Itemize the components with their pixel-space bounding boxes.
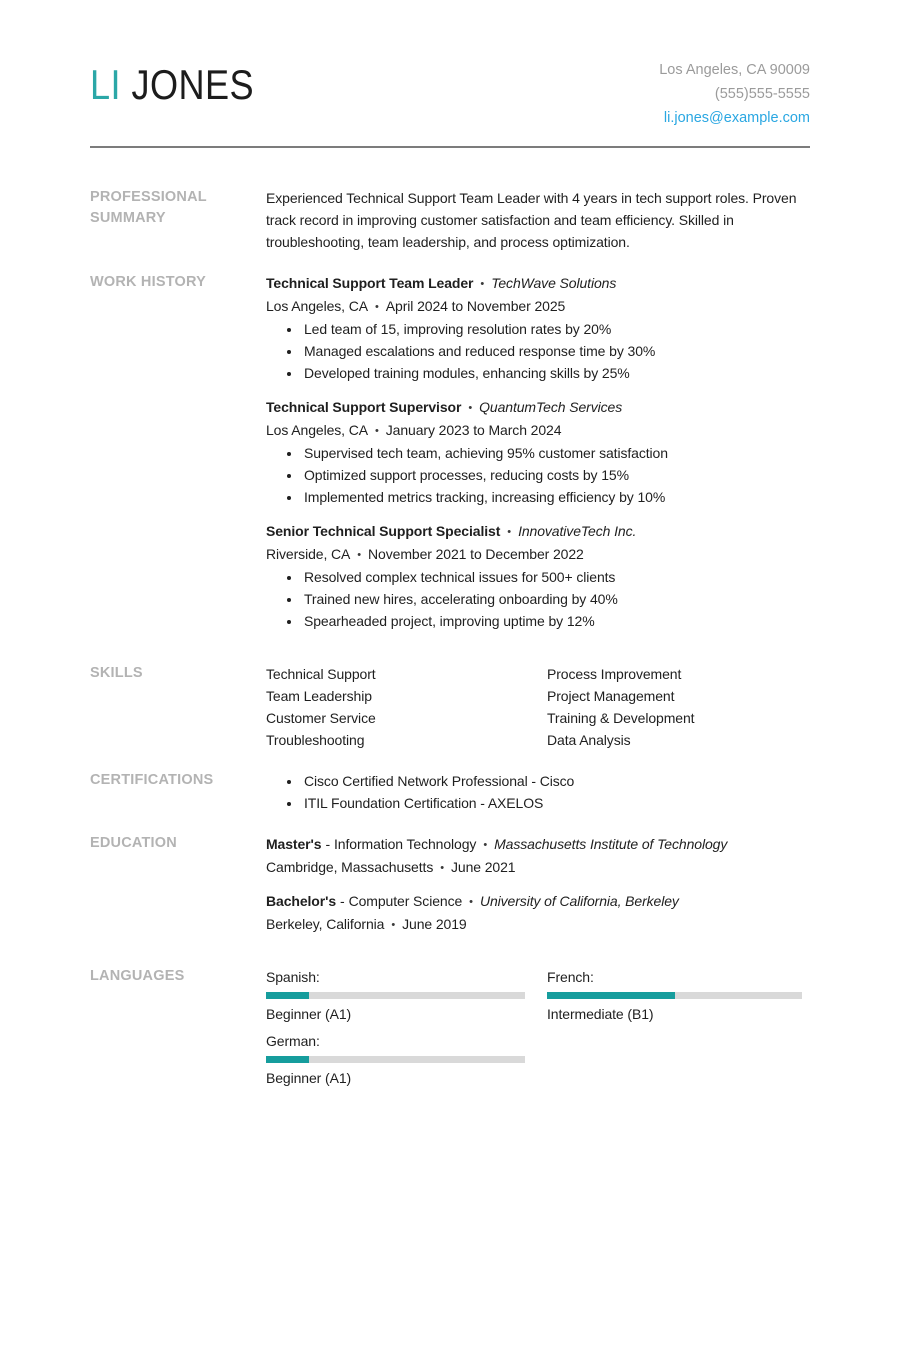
contact-location: Los Angeles, CA 90009 (659, 62, 810, 78)
education-date: June 2019 (402, 916, 467, 932)
dot-separator: • (468, 402, 473, 414)
language-level: Intermediate (B1) (547, 1006, 654, 1022)
section-certifications (90, 770, 810, 814)
language-progress-fill (547, 992, 675, 999)
languages-label: LANGUAGES (90, 968, 185, 984)
skill-item: Troubleshooting (266, 732, 365, 748)
bullet-item: • Managed escalations and reduced response time by 30% (302, 340, 810, 362)
job-dates: November 2021 to December 2022 (368, 546, 584, 562)
language-progress-bar (266, 1056, 525, 1063)
bullet-item: • Supervised tech team, achieving 95% customer satisfaction (302, 442, 810, 464)
dot-separator: • (507, 526, 512, 538)
job-meta (266, 295, 810, 318)
school-name: Massachusetts Institute of Technology (494, 836, 728, 852)
bullet-item: • Optimized support processes, reducing costs by 15% (302, 464, 810, 486)
contact-email-link[interactable]: li.jones@example.com (663, 110, 810, 126)
job-location: Los Angeles, CA (266, 422, 369, 438)
education-heading (266, 833, 810, 856)
field-of-study: Information Technology (334, 836, 477, 852)
skill-item: Technical Support (266, 666, 376, 682)
language-progress-fill (266, 1056, 309, 1063)
dash-separator: - (325, 836, 331, 852)
dot-separator: • (375, 425, 379, 437)
skill-item: Team Leadership (266, 688, 372, 704)
language-name: French: (547, 969, 594, 985)
job-meta (266, 419, 810, 442)
job-bullets (266, 318, 810, 384)
field-of-study: Computer Science (348, 893, 463, 909)
skill-item: Training & Development (547, 710, 695, 726)
education-meta (266, 856, 810, 879)
job-entry (266, 272, 810, 384)
language-item (266, 1030, 525, 1089)
language-level: Beginner (A1) (266, 1006, 352, 1022)
bullet-item: • Spearheaded project, improving uptime by 12% (302, 610, 810, 632)
section-work-history (90, 272, 810, 644)
certification-item: • ITIL Foundation Certification - AXELOS (302, 792, 810, 814)
dash-separator: - (340, 893, 345, 909)
header (90, 58, 810, 130)
job-location: Los Angeles, CA (266, 298, 369, 314)
bullet-item: • Resolved complex technical issues for 500+ clients (302, 566, 810, 588)
education-label: EDUCATION (90, 835, 177, 851)
section-skills (90, 663, 810, 751)
degree: Bachelor's (266, 893, 337, 909)
dot-separator: • (440, 862, 444, 874)
company-name: QuantumTech Services (479, 399, 623, 415)
languages-grid (266, 966, 810, 1094)
page-title (90, 62, 254, 108)
section-languages (90, 966, 810, 1094)
bullet-item: • Implemented metrics tracking, increasing efficiency by 10% (302, 486, 810, 508)
company-name: TechWave Solutions (491, 275, 617, 291)
education-location: Berkeley, California (266, 916, 385, 932)
job-title: Technical Support Team Leader (266, 275, 474, 291)
header-divider (90, 146, 810, 148)
work-history-label: WORK HISTORY (90, 274, 206, 290)
school-name: University of California, Berkeley (479, 893, 679, 909)
certification-item: • Cisco Certified Network Professional - Cisco (302, 770, 810, 792)
language-name: Spanish: (266, 969, 320, 985)
job-heading (266, 272, 810, 295)
contact-phone: (555)555-5555 (714, 86, 810, 102)
language-progress-bar (547, 992, 802, 999)
contact-block (659, 58, 810, 130)
skill-item: Data Analysis (547, 732, 631, 748)
education-entry (266, 833, 810, 879)
dot-separator: • (357, 549, 362, 561)
job-entry (266, 396, 810, 508)
job-heading (266, 520, 810, 543)
job-entry (266, 520, 810, 632)
first-name: LI (90, 61, 121, 108)
dot-separator: • (375, 301, 379, 313)
job-meta (266, 543, 810, 566)
bullet-item: • Trained new hires, accelerating onboarding by 40% (302, 588, 810, 610)
certifications-label: CERTIFICATIONS (90, 772, 214, 788)
language-item (266, 966, 525, 1025)
summary-label: PROFESSIONAL SUMMARY (90, 189, 207, 226)
education-location: Cambridge, Massachusetts (266, 859, 434, 875)
dot-separator: • (483, 839, 488, 851)
section-professional-summary (90, 187, 810, 253)
education-entry (266, 890, 810, 936)
education-meta (266, 913, 810, 936)
job-bullets (266, 442, 810, 508)
job-title: Technical Support Supervisor (266, 399, 462, 415)
job-bullets (266, 566, 810, 632)
education-heading (266, 890, 810, 913)
job-dates: April 2024 to November 2025 (385, 298, 566, 314)
skills-label: SKILLS (90, 665, 143, 681)
job-location: Riverside, CA (266, 546, 351, 562)
section-education (90, 833, 810, 947)
skill-item: Customer Service (266, 710, 376, 726)
language-level: Beginner (A1) (266, 1070, 352, 1086)
skill-item: Project Management (547, 688, 675, 704)
job-dates: January 2023 to March 2024 (385, 422, 562, 438)
skills-column-2 (547, 663, 810, 751)
dot-separator: • (391, 919, 396, 931)
degree: Master's (266, 836, 322, 852)
bullet-item: • Developed training modules, enhancing skills by 25% (302, 362, 810, 384)
last-name: JONES (131, 61, 255, 108)
bullet-item: • Led team of 15, improving resolution rates by 20% (302, 318, 810, 340)
company-name: InnovativeTech Inc. (518, 523, 637, 539)
language-name: German: (266, 1033, 320, 1049)
resume-body (90, 187, 810, 1094)
job-title: Senior Technical Support Specialist (266, 523, 501, 539)
certifications-list (266, 770, 810, 814)
skills-grid (266, 663, 810, 751)
summary-text: Experienced Technical Support Team Leader with 4 years in tech support roles. Proven track record in improving customer satisfaction and team efficiency. Skilled in troubleshooting, team leadership, and process optimization. (266, 190, 797, 250)
skills-column-1 (266, 663, 547, 751)
dot-separator: • (480, 278, 485, 290)
dot-separator: • (469, 896, 473, 908)
language-item (547, 966, 802, 1025)
job-heading (266, 396, 810, 419)
education-date: June 2021 (451, 859, 516, 875)
language-progress-bar (266, 992, 525, 999)
skill-item: Process Improvement (547, 666, 682, 682)
language-progress-fill (266, 992, 309, 999)
